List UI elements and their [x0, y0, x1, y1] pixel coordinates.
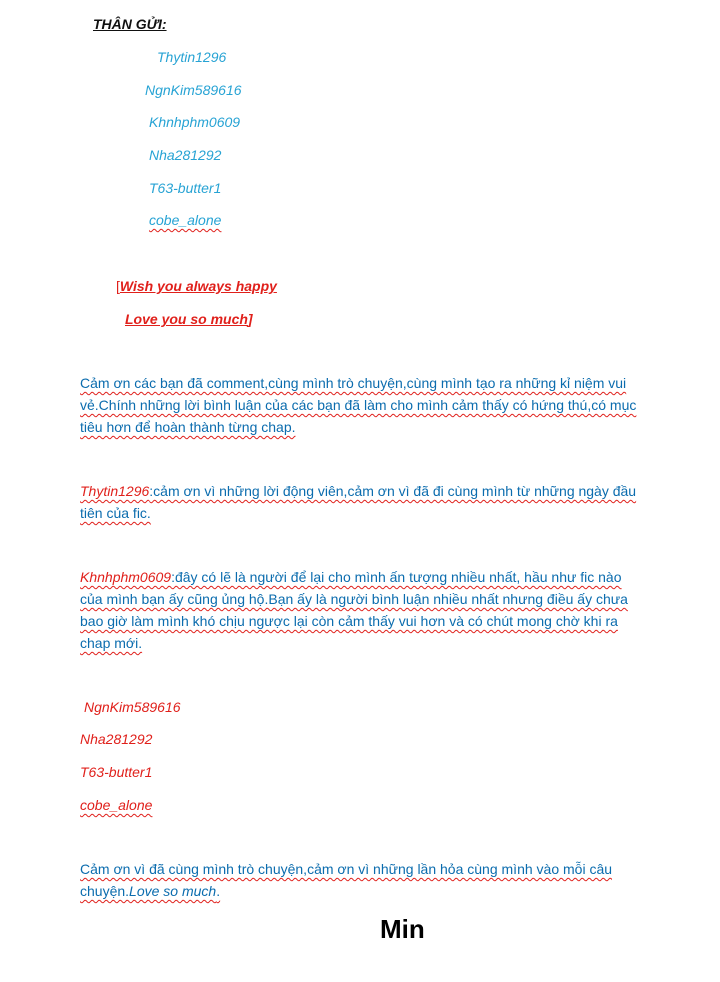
message-recipient: Thytin1296	[80, 483, 150, 499]
recipient-name: Thytin1296	[157, 49, 227, 65]
wish-open-bracket: [	[116, 278, 120, 294]
name-list-item: NgnKim589616	[84, 699, 181, 715]
thanks-paragraph: Cảm ơn các bạn đã comment,cùng mình trò chuyện,cùng mình tạo ra những kỉ niệm vui vẻ.Chính những lời bình luận của các bạn đã làm cho mình cảm thấy có hứng thú,có mục tiêu hơn để hoàn thành từng chap.	[80, 375, 637, 435]
closing-italic: Love so much	[129, 883, 217, 899]
recipient-name: Nha281292	[149, 147, 222, 163]
message-text: :cảm ơn vì những lời động viên,cảm ơn vì đã đi cùng mình từ những ngày đầu tiên của fic.	[80, 483, 637, 521]
recipient-name: NgnKim589616	[145, 82, 242, 98]
name-list-item: cobe_alone	[80, 797, 153, 813]
message-recipient: Khnhphm0609	[80, 569, 172, 585]
name-list-item: Nha281292	[80, 731, 153, 747]
greeting-heading: THÂN GỬI:	[93, 16, 167, 32]
closing-end: .	[216, 883, 221, 899]
wish-text: Wish you always happy	[119, 278, 277, 294]
message-text: :đây có lẽ là người để lại cho mình ấn tượng nhiều nhất, hầu như fic nào của mình bạn ấy cũng ủng hộ.Bạn ấy là người bình luận nhiều nhất nhưng điều ấy chưa bao giờ làm mình khó chịu ngược lại còn cảm thấy vui hơn và có chút mong chờ khi ra chap mới.	[80, 569, 628, 651]
wish-line-1	[116, 278, 277, 294]
wish-close-bracket: ]	[247, 311, 253, 327]
closing-text: Cảm ơn vì đã cùng mình trò chuyện,cảm ơn vì những lần hỏa cùng mình vào mỗi câu chuyện.	[80, 861, 613, 899]
name-list-item: T63-butter1	[80, 764, 153, 780]
recipient-name: T63-butter1	[149, 180, 222, 196]
closing-paragraph	[80, 858, 640, 902]
wish-line-2	[125, 311, 253, 327]
wish-text: Love you so much	[125, 311, 248, 327]
signature: Min	[380, 914, 425, 944]
message-khnhphm	[80, 566, 640, 654]
recipient-name: cobe_alone	[149, 212, 222, 228]
message-thytin	[80, 480, 640, 524]
recipient-name: Khnhphm0609	[149, 114, 241, 130]
